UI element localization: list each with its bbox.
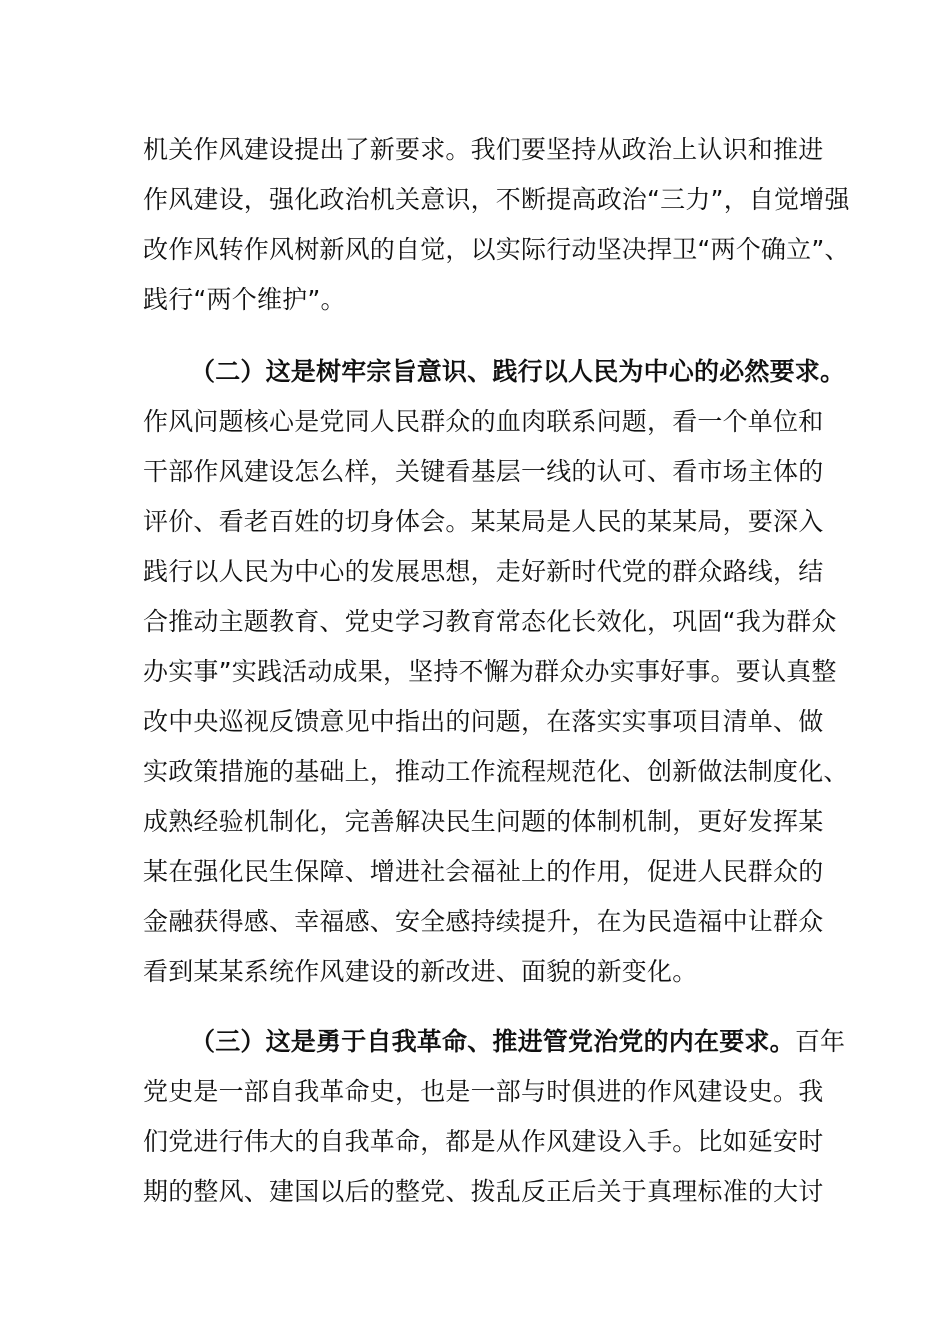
paragraph-line: 改作风转作风树新风的自觉，以实际行动坚决捍卫“两个确立”、 <box>143 235 850 264</box>
paragraph-line: 某在强化民生保障、增进社会福祉上的作用，促进人民群众的 <box>143 857 824 886</box>
paragraph-line: 作风问题核心是党同人民群众的血肉联系问题，看一个单位和 <box>143 407 824 436</box>
paragraph-line: 实政策措施的基础上，推动工作流程规范化、创新做法制度化、 <box>143 757 849 786</box>
section-heading-3-tail: 百年 <box>794 1027 846 1056</box>
paragraph-line: 看到某某系统作风建设的新改进、面貌的新变化。 <box>143 957 698 986</box>
paragraph-line: 机关作风建设提出了新要求。我们要坚持从政治上认识和推进 <box>143 135 824 164</box>
paragraph-line: 成熟经验机制化，完善解决民生问题的体制机制，更好发挥某 <box>143 807 824 836</box>
paragraph-line: 改中央巡视反馈意见中指出的问题，在落实实事项目清单、做 <box>143 707 824 736</box>
paragraph-line: 合推动主题教育、党史学习教育常态化长效化，巩固“我为群众 <box>143 607 837 636</box>
section-heading-3-line <box>190 1025 845 1059</box>
paragraph-line: 践行“两个维护”。 <box>143 285 346 314</box>
paragraph-line: 办实事”实践活动成果，坚持不懈为群众办实事好事。要认真整 <box>143 657 837 686</box>
section-heading-2: （二）这是树牢宗旨意识、践行以人民为中心的必然要求。 <box>190 357 846 386</box>
paragraph-line: 们党进行伟大的自我革命，都是从作风建设入手。比如延安时 <box>143 1127 824 1156</box>
paragraph-line: 党史是一部自我革命史，也是一部与时俱进的作风建设史。我 <box>143 1077 824 1106</box>
paragraph-line: 期的整风、建国以后的整党、拨乱反正后关于真理标准的大讨 <box>143 1177 824 1206</box>
paragraph-line: 金融获得感、幸福感、安全感持续提升，在为民造福中让群众 <box>143 907 824 936</box>
paragraph-line: 作风建设，强化政治机关意识，不断提高政治“三力”，自觉增强 <box>143 185 850 214</box>
section-heading-3: （三）这是勇于自我革命、推进管党治党的内在要求。 <box>190 1027 795 1056</box>
paragraph-line: 干部作风建设怎么样，关键看基层一线的认可、看市场主体的 <box>143 457 824 486</box>
paragraph-line: 评价、看老百姓的切身体会。某某局是人民的某某局，要深入 <box>143 507 824 536</box>
paragraph-line: 践行以人民为中心的发展思想，走好新时代党的群众路线，结 <box>143 557 824 586</box>
